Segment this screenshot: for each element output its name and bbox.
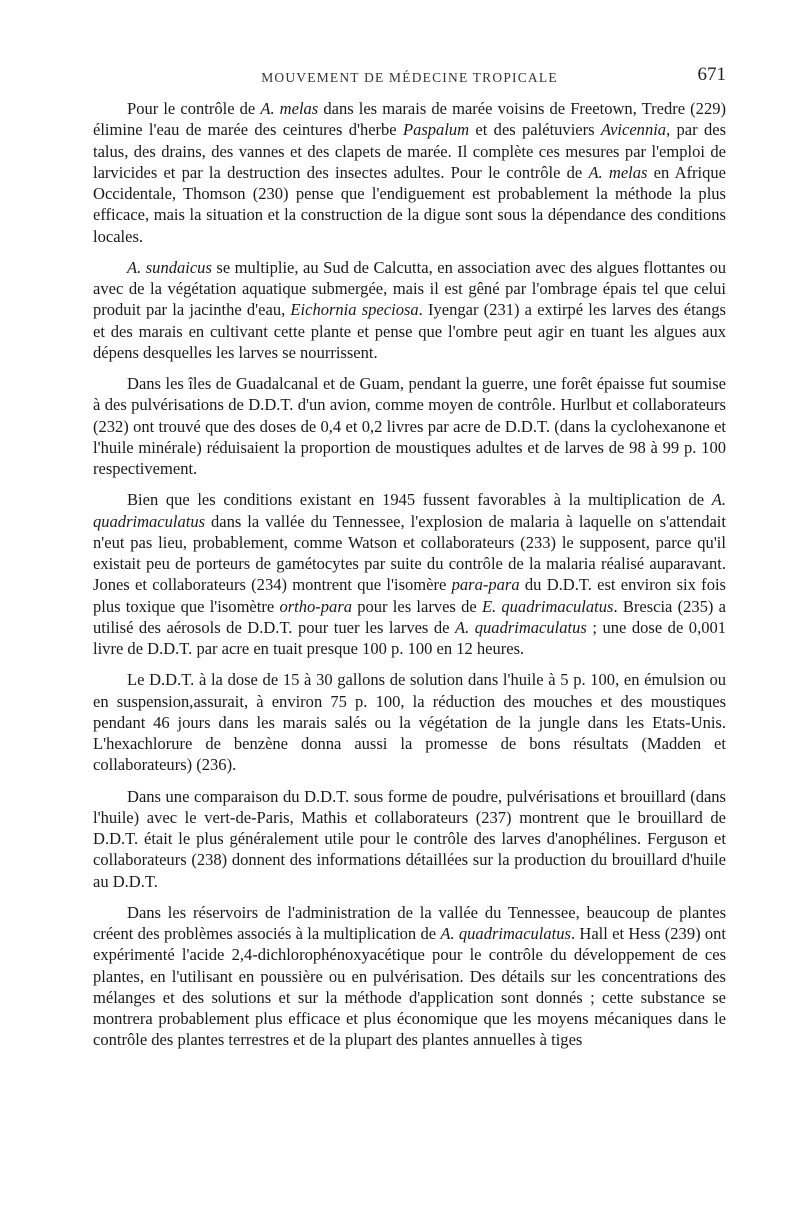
document-page bbox=[93, 62, 726, 1051]
text-run: ; une dose de 0,001 livre de D.D.T. par acre en tuait presque 100 p. 100 en 12 heures. bbox=[93, 617, 726, 658]
italic-term: A. melas bbox=[260, 99, 319, 118]
italic-term: para-para bbox=[451, 575, 520, 595]
text-run: du D.D.T. est environ six fois plus toxique que l'isomètre bbox=[93, 575, 726, 616]
text-run: . Iyengar (231) a extirpé les larves des étangs et des marais en cultivant cette plante et pense que l'ombre peut agir en tuant les algues aux dépens desquelles les larves se nourrissent. bbox=[93, 300, 726, 362]
running-title: MOUVEMENT DE MÉDECINE TROPICALE bbox=[261, 70, 558, 85]
text-run: Dans les îles de Guadalcanal et de Guam, pendant la guerre, une forêt épaisse fut soumise à des pulvérisations de D.D.T. d'un avion, comme moyen de contrôle. Hurlbut et collaborateurs (232) ont trouvé que des doses de 0,4 et 0,2 livres par acre de D.D.T. (dans la cyclohexanone et l'huile minérale) réduisaient la proportion de moustiques adultes et de larves de 98 à 99 p. 100 respectivement. bbox=[93, 374, 726, 478]
italic-term: E. quadrimaculatus bbox=[481, 596, 614, 616]
italic-term: Avicennia bbox=[600, 120, 667, 140]
italic-term: A. melas bbox=[588, 162, 648, 182]
text-run: Bien que les conditions existant en 1945 fussent favorables à la multiplication de bbox=[127, 490, 712, 510]
text-run: . Hall et Hess (239) ont expérimenté l'acide 2,4-dichlorophénoxyacétique pour le contrôle du développement de ces plantes, en l'utilisant en poussière ou en pulvérisation. Des détails sur les concentrations des mélanges et des solutions et sur la méthode d'application sont donnés ; cette substance se montrera probablement plus efficace et plus économique que les moyens mécaniques dans le contrôle des plantes terrestres et de la plupart des plantes annuelles à tiges bbox=[93, 924, 726, 1050]
paragraph bbox=[93, 902, 726, 1051]
paragraph bbox=[93, 786, 726, 892]
paragraph bbox=[93, 373, 726, 479]
text-run: Dans une comparaison du D.D.T. sous forme de poudre, pulvérisations et brouillard (dans l'huile) avec le vert-de-Paris, Mathis et collaborateurs (237) montrent que le brouillard de D.D.T. était le plus généralement utile pour le contrôle des larves d'anophélines. Ferguson et collaborateurs (238) donnent des informations détaillées sur la production du brouillard d'huile au D.D.T. bbox=[93, 786, 726, 891]
text-run: dans la vallée du Tennessee, l'explosion de malaria à laquelle on s'attendait n'eut pas lieu, probablement, comme Watson et collaborateurs (233) le supposent, parce qu'il existait peu de porteurs de gamétocytes par suite du contrôle de la malaria réalisé auparavant. Jones et collaborateurs (234) montrent que l'isomère bbox=[93, 511, 726, 595]
text-run: dans les marais de marée voisins de Freetown, Tredre (229) élimine l'eau de marée des ceintures d'herbe bbox=[93, 99, 726, 140]
italic-term: Paspalum bbox=[402, 120, 470, 140]
italic-term: A. quadrimaculatus bbox=[455, 617, 587, 637]
paragraph bbox=[93, 489, 726, 659]
text-run: Pour le contrôle de bbox=[127, 99, 261, 118]
running-head bbox=[93, 62, 726, 92]
italic-term: A. quadrimaculatus bbox=[440, 924, 571, 943]
text-run: pour les larves de bbox=[352, 596, 482, 616]
italic-term: A. quadrimaculatus bbox=[93, 490, 726, 531]
italic-term: Eichornia speciosa bbox=[290, 300, 419, 320]
page-number: 671 bbox=[697, 64, 726, 85]
text-run: , par des talus, des drains, des vannes et des clapets de marée. Il complète ces mesures par l'emploi de larvicides et par la destruction des insectes adultes. Pour le contrôle de bbox=[93, 120, 726, 182]
text-run: et des palétuviers bbox=[469, 120, 601, 140]
text-run: . Brescia (235) a utilisé des aérosols de D.D.T. pour tuer les larves de bbox=[93, 596, 727, 637]
paragraph bbox=[93, 669, 726, 775]
paragraph bbox=[93, 98, 726, 247]
text-run: Dans les réservoirs de l'administration de la vallée du Tennessee, beaucoup de plantes créent des problèmes associés à la multiplication de bbox=[93, 902, 726, 943]
italic-term: A. sundaicus bbox=[127, 257, 212, 277]
italic-term: ortho-para bbox=[279, 596, 353, 616]
text-run: se multiplie, au Sud de Calcutta, en association avec des algues flottantes ou avec de la végétation aquatique submergée, mais il est gêné par l'ombrage épais tel que celui produit par la jacinthe d'eau, bbox=[93, 257, 726, 320]
body-text bbox=[93, 98, 726, 1051]
paragraph bbox=[93, 257, 726, 363]
text-run: en Afrique Occidentale, Thomson (230) pense que l'endiguement est probablement la méthode la plus efficace, mais la situation et la construction de la digue sont sous la dépendance des conditions locales. bbox=[93, 162, 726, 246]
text-run: Le D.D.T. à la dose de 15 à 30 gallons de solution dans l'huile à 5 p. 100, en émulsion ou en suspension,assurait, à environ 75 p. 100, la réduction des mouches et des moustiques pendant 46 jours dans les marais salés ou la végétation de la jungle dans les Etats-Unis. L'hexachlorure de benzène donna aussi la promesse de bons résultats (Madden et collaborateurs) (236). bbox=[93, 670, 726, 775]
